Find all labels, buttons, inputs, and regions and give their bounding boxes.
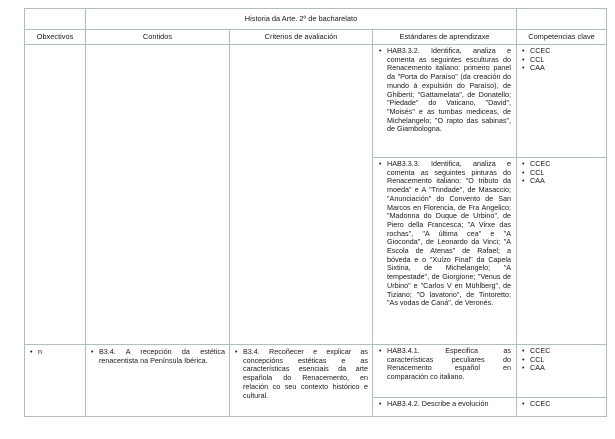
column-header-obxectivos: Obxectivos: [25, 30, 86, 45]
table-row: [25, 345, 607, 398]
competencias-cell: [517, 345, 607, 398]
curriculum-table: [24, 8, 607, 417]
estandar-text: • HAB3.4.2. Describe a evolución: [377, 400, 511, 409]
criterios-cell: [230, 345, 373, 417]
competencia-item: • CAA: [520, 364, 602, 373]
criterio-text: • B3.4. Recoñecer e explicar as concepcións estéticas e as características esenciais da arte española do Renacemento, en relación co seu contexto histórico e cultural.: [233, 348, 368, 400]
competencia-item: • CCL: [520, 56, 602, 65]
column-header-competencias: Competencias clave: [517, 30, 607, 45]
contidos-cell: [86, 345, 230, 417]
competencia-item: • CAA: [520, 177, 602, 186]
estandar-cell: [373, 398, 517, 417]
competencia-item: • CCL: [520, 356, 602, 365]
contidos-cell: [86, 45, 230, 345]
column-header-contidos: Contidos: [86, 30, 230, 45]
obxectivos-cell: [25, 345, 86, 417]
competencia-item: • CCEC: [520, 400, 602, 409]
competencia-item: • CCEC: [520, 160, 602, 169]
competencias-cell: [517, 45, 607, 158]
estandar-cell: [373, 345, 517, 398]
competencias-cell: [517, 158, 607, 345]
competencia-item: • CCL: [520, 169, 602, 178]
column-header-row: [25, 30, 607, 45]
obxectivos-cell: [25, 45, 86, 345]
competencia-item: • CAA: [520, 64, 602, 73]
estandar-cell: [373, 45, 517, 158]
blank-header-cell: [25, 9, 86, 30]
criterios-cell: [230, 45, 373, 345]
estandar-text: • HAB3.3.3. Identifica, analiza e comenta as seguintes pinturas do Renacemento italiano: "O tributo da moeda" e A "Trindade", de Masaccio; "Anunciación" do Convento de San Marcos en Florencia, de Fra Angelico; "Madonna do Duque de Urbino", de Piero della Francesca; "A Virxe das rochas", "A última cea" e "A Gioconda", de Leonardo da Vinci; "A Escola de Atenas" de Rafael; a bóveda e o "Xuízo Final" da Capela Sixtina, de Michelangelo; "A tempestade", de Giorgione; "Venus de Urbino" e "Carlos V en Mühlberg", de Tiziano; "O lavatorio", de Tintoretto; "As vodas de Caná", de Veronés.: [377, 160, 511, 308]
column-header-estandares: Estándares de aprendizaxe: [373, 30, 517, 45]
table-row: [25, 45, 607, 158]
competencia-item: • CCEC: [520, 47, 602, 56]
blank-header-cell: [517, 9, 607, 30]
competencia-item: • CCEC: [520, 347, 602, 356]
obxectivo-item: • n: [28, 348, 81, 357]
competencias-cell: [517, 398, 607, 417]
estandar-text: • HAB3.4.1. Especifica as características peculiares do Renacemento español en comparación co italiano.: [377, 347, 511, 382]
title-row: [25, 9, 607, 30]
contido-text: • B3.4. A recepción da estética renacentista na Península Ibérica.: [89, 348, 225, 365]
estandar-cell: [373, 158, 517, 345]
column-header-criterios: Criterios de avaliación: [230, 30, 373, 45]
table-title: Historia da Arte. 2º de bacharelato: [86, 9, 517, 30]
estandar-text: • HAB3.3.2. Identifica, analiza e comenta as seguintes esculturas do Renacemento italiano: primeiro panel da "Porta do Paraíso" (da creación do mundo á expulsión do Paraíso), de Ghiberti; "Gattamelata", de Donatello; "Piedade" do Vaticano, "David", "Moisés" e as tumbas mediceas, de Michelangelo; "O rapto das sabinas", de Giambologna.: [377, 47, 511, 134]
